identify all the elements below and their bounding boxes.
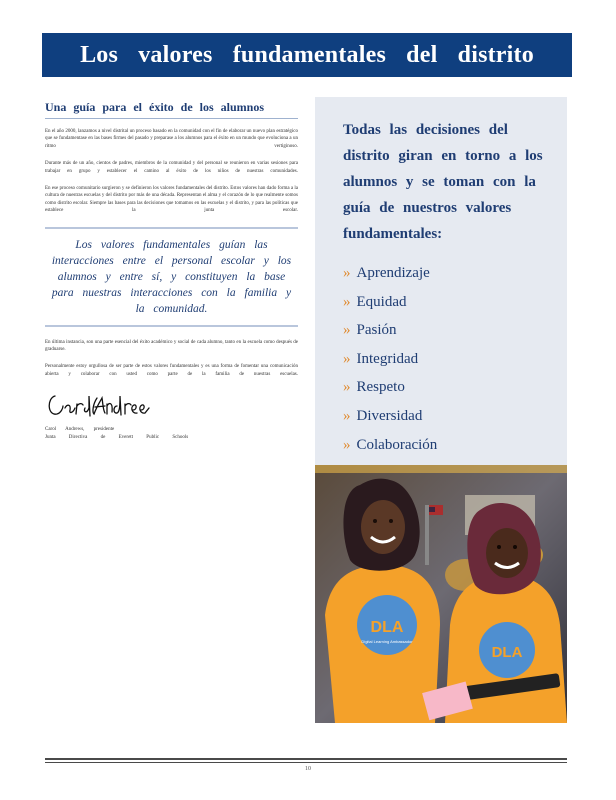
right-shirt-logo: DLA <box>491 644 523 661</box>
chevron-bullet-icon: » <box>343 436 351 453</box>
letter-column <box>45 100 298 441</box>
quote-bottom-rule <box>45 325 298 327</box>
letter-paragraph-5: Personalmente estoy orgullosa de ser parte de estos valores fundamentales y es una forma de fomentar una comunicación abierta y colaborar con usted como parte de la familia de nuestras escuelas. <box>45 364 298 377</box>
signer-organization: Junta Directiva de Everett Public Schools <box>45 434 189 440</box>
chevron-bullet-icon: » <box>343 379 351 396</box>
value-item: » Respeto <box>343 373 437 402</box>
value-item: » Integridad <box>343 345 437 374</box>
value-item: » Pasión <box>343 316 437 345</box>
footer-rule <box>45 758 567 760</box>
chevron-bullet-icon: » <box>343 350 351 367</box>
signer-name: Carol Andrews, presidente <box>45 427 115 433</box>
left-shirt-subtext: Digital Learning Ambassador <box>361 639 413 644</box>
quote-top-rule <box>45 227 298 229</box>
title-banner <box>42 33 572 77</box>
pull-quote: Los valores fundamentales guían las interacciones entre el personal escolar y los alumnos y entre sí, y constituyen la base para nuestras interacciones con la familia y la comunidad. <box>51 238 292 315</box>
chevron-bullet-icon: » <box>343 265 351 281</box>
chevron-bullet-icon: » <box>343 407 351 424</box>
letter-paragraph-2: Durante más de un año, cientos de padres, miembros de la comunidad y del personal se reunieron en varias sesiones para trabajar en grupo y establecer el camino al éxito de los niños de nuestras comunidades. <box>45 161 298 174</box>
values-intro: Todas las decisiones del distrito giran en torno a los alumnos y se toman con la guía de nuestros valores fundamentales: <box>343 122 543 242</box>
values-list <box>343 259 437 459</box>
page-title: Los valores fundamentales del distrito <box>80 41 534 68</box>
page-number: 10 <box>305 766 311 772</box>
letter-heading: Una guía para el éxito de los alumnos <box>45 100 265 114</box>
signature <box>45 386 298 426</box>
value-item: » Diversidad <box>343 402 437 431</box>
value-item: » Aprendizaje <box>343 259 437 288</box>
left-shirt-logo: DLA <box>370 619 404 636</box>
value-item: » Equidad <box>343 288 437 317</box>
heading-rule <box>45 118 298 119</box>
signature-image <box>45 386 155 422</box>
letter-paragraph-4: En última instancia, son una parte esencial del éxito académico y social de cada alumno, tanto en la escuela como después de graduarse. <box>45 339 298 353</box>
value-item: » Colaboración <box>343 431 437 460</box>
footer-rule-thin <box>45 762 567 763</box>
students-photo-illustration <box>315 465 567 723</box>
letter-paragraph-3: En ese proceso comunitario surgieron y se definieron los valores fundamentales del distrito. Estos valores han dado forma a la cultura de nuestras escuelas y del distrito por más de una década. Representan el alma y el corazón de lo que realmente somos como distrito escolar. Siempre las bases para las decisiones que tomamos en las escuelas y el distrito, y para las políticas que establece la junta escolar. <box>45 186 298 214</box>
chevron-bullet-icon: » <box>343 322 351 339</box>
letter-paragraph-1: En el año 2000, lanzamos a nivel distrital un proceso basado en la comunidad con el fin de elaborar un nuevo plan estratégico que se fundamentase en las bases firmes del pasado y preparase a los alumnos para el éxito en un mundo que evoluciona a un ritmo vertiginoso. <box>45 129 298 149</box>
chevron-bullet-icon: » <box>343 293 351 310</box>
values-panel <box>315 97 567 465</box>
students-photo <box>315 465 567 723</box>
